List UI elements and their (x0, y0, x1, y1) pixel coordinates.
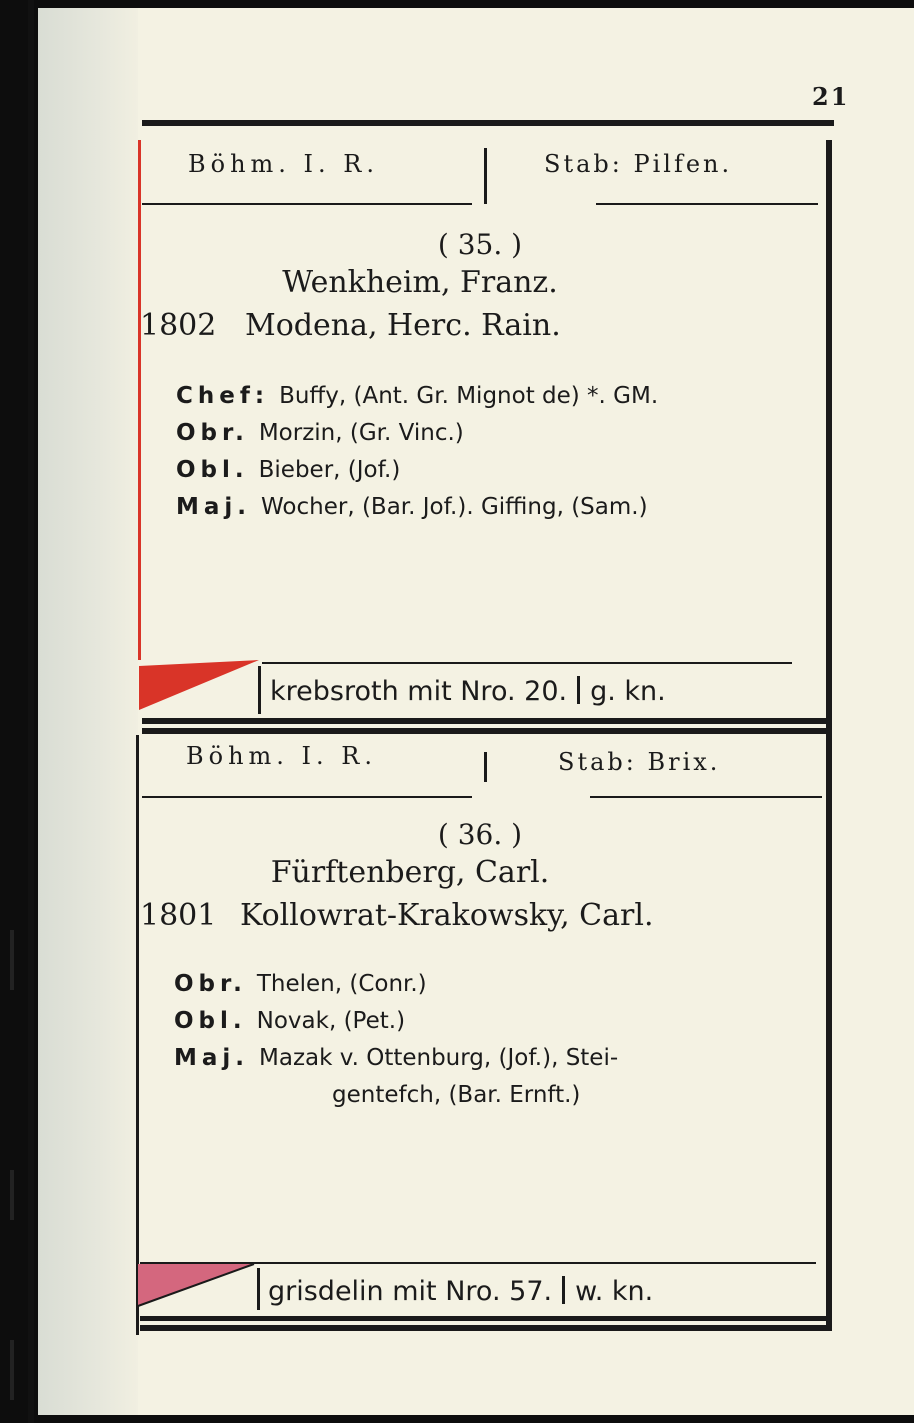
swatch-fill (139, 660, 259, 710)
header-left: Böhm. I. R. (186, 742, 377, 770)
header-underline (142, 203, 472, 205)
officer-rank: Chef: (176, 383, 270, 409)
entry-divider (142, 728, 832, 734)
header-right: Stab: Pilfen. (544, 150, 733, 178)
regiment-owner: Fürftenberg, Carl. (270, 855, 550, 890)
uniform-footer (270, 676, 666, 707)
bottom-rule (140, 1316, 832, 1321)
header-underline (142, 796, 472, 798)
top-rule (142, 120, 834, 126)
officer-rank: Obl. (174, 1008, 247, 1034)
uniform-color-swatch (138, 1262, 260, 1312)
officer-names: Thelen, (Conr.) (256, 971, 427, 997)
officer-row (174, 966, 618, 1003)
officer-names: Buffy, (Ant. Gr. Mignot de) *. GM. (279, 383, 659, 409)
second-owner: Modena, Herc. Rain. (245, 308, 561, 343)
officer-row (176, 415, 658, 452)
red-margin-line (138, 140, 141, 660)
officer-row (176, 452, 658, 489)
bottom-rule (140, 1325, 832, 1331)
margin-mark (10, 930, 14, 990)
button-type: g. kn. (590, 676, 666, 707)
officer-names: Mazak v. Ottenburg, (Jof.), Stei- (259, 1045, 619, 1071)
header-right: Stab: Brix. (558, 748, 721, 776)
footer-top-rule (140, 1262, 816, 1264)
header-underline (590, 796, 822, 798)
officer-rank: Obr. (176, 420, 249, 446)
officer-names: Novak, (Pet.) (256, 1008, 406, 1034)
footer-separator (562, 1276, 565, 1304)
footer-top-rule (262, 662, 792, 664)
header-separator (484, 148, 487, 204)
officer-names: gentefch, (Bar. Ernft.) (332, 1082, 581, 1108)
regiment-number: ( 35. ) (437, 228, 523, 261)
left-frame-border (136, 735, 139, 1335)
officer-rank: Obl. (176, 457, 249, 483)
uniform-color: krebsroth mit Nro. 20. (270, 676, 568, 707)
regiment-number: ( 36. ) (437, 818, 523, 851)
header-left: Böhm. I. R. (188, 150, 379, 178)
page-number: 21 (812, 82, 850, 111)
uniform-color-swatch (139, 660, 261, 718)
footer-left-tick (257, 1268, 260, 1310)
binding-edge (28, 0, 34, 1423)
button-type: w. kn. (575, 1276, 654, 1307)
officer-rank: Maj. (176, 494, 252, 520)
margin-mark (10, 1340, 14, 1400)
margin-mark (10, 1170, 14, 1220)
officer-names: Wocher, (Bar. Jof.). Giffing, (Sam.) (261, 494, 648, 520)
header-underline (596, 203, 818, 205)
officer-row (174, 1040, 618, 1077)
officer-row (176, 489, 658, 526)
page-gutter (38, 8, 138, 1415)
officer-names: Bieber, (Jof.) (258, 457, 401, 483)
second-owner: Kollowrat-Krakowsky, Carl. (240, 898, 654, 933)
officer-row (176, 378, 658, 415)
owner-year: 1802 (140, 308, 217, 343)
owner-year: 1801 (140, 898, 217, 933)
uniform-footer (268, 1276, 653, 1307)
officer-row (174, 1077, 618, 1114)
officer-rank: Obr. (174, 971, 247, 997)
uniform-color: grisdelin mit Nro. 57. (268, 1276, 553, 1307)
officer-row (174, 1003, 618, 1040)
regiment-owner: Wenkheim, Franz. (282, 265, 558, 300)
officer-list (174, 966, 618, 1114)
officer-rank: Maj. (174, 1045, 250, 1071)
entry-divider (142, 718, 832, 724)
footer-left-tick (258, 666, 261, 714)
footer-separator (577, 676, 580, 704)
officer-list (176, 378, 658, 526)
officer-names: Morzin, (Gr. Vinc.) (258, 420, 464, 446)
header-separator (484, 752, 487, 782)
right-frame-border (826, 140, 832, 1330)
